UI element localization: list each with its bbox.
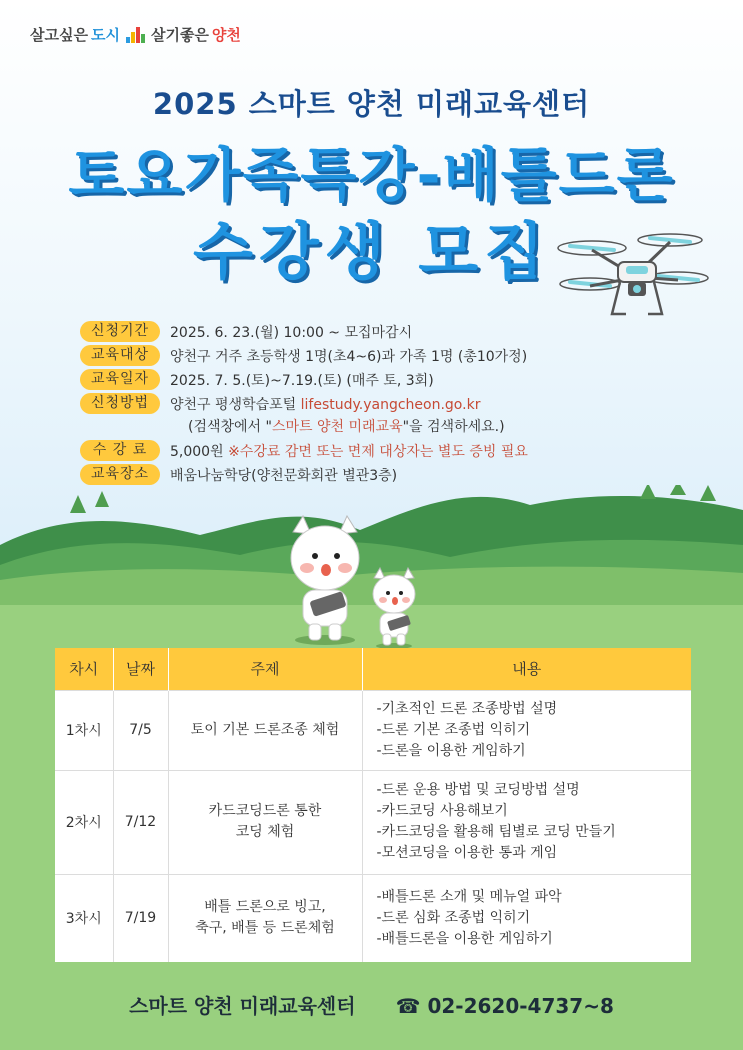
footer-org: 스마트 양천 미래교육센터: [129, 994, 356, 1018]
topic-line: 축구, 배틀 등 드론체험: [195, 920, 335, 937]
content-line: -모션코딩을 이용한 통과 게임: [376, 845, 558, 861]
slogan-part2: 도시: [90, 26, 120, 44]
portal-link[interactable]: lifestudy.yangcheon.go.kr: [300, 396, 481, 413]
info-row-target: [80, 344, 528, 367]
label-pill: 수 강 료: [80, 440, 160, 461]
schedule-table: [55, 648, 691, 962]
content-line: -드론을 이용한 게임하기: [376, 742, 526, 759]
date-cell: 7/12: [113, 770, 168, 874]
content-line: -드론 운용 방법 및 코딩방법 설명: [376, 782, 580, 798]
info-value: 양천구 거주 초등학생 1명(초4~6)과 가족 1명 (총10가정): [170, 348, 528, 365]
header-content: 내용: [362, 648, 691, 690]
content-line: -드론 심화 조종법 익히기: [376, 909, 531, 926]
session-cell: 2차시: [55, 770, 113, 874]
content-line: -배틀드론을 이용한 게임하기: [376, 930, 553, 947]
info-row-period: [80, 320, 528, 343]
session-cell: 1차시: [55, 690, 113, 770]
topic-line: 토이 기본 드론조종 체험: [190, 721, 340, 738]
topic-line: 배틀 드론으로 빙고,: [204, 899, 326, 916]
slogan-part4: 양천: [211, 26, 241, 44]
content-line: -기초적인 드론 조종방법 설명: [376, 700, 558, 717]
topic-line: 코딩 체험: [235, 824, 295, 840]
method-note-pre: (검색창에서 ": [188, 419, 272, 435]
table-row: [55, 770, 691, 874]
topic-cell: [168, 690, 362, 770]
info-row-place: [80, 463, 528, 486]
label-pill: 교육장소: [80, 464, 160, 485]
content-line: -드론 기본 조종법 익히기: [376, 721, 531, 738]
footer-contact: [0, 990, 743, 1019]
info-value: [170, 441, 528, 461]
topic-line: 카드코딩드론 통한: [208, 803, 322, 819]
fee-note: ※수강료 감면 또는 면제 대상자는 별도 증빙 필요: [228, 443, 528, 460]
content-cell: [362, 874, 691, 962]
info-row-fee: [80, 439, 528, 462]
content-cell: [362, 690, 691, 770]
recruit-title: 수강생 모집: [192, 215, 551, 288]
session-cell: 3차시: [55, 874, 113, 962]
label-pill: 교육일자: [80, 369, 160, 390]
slogan-part3: 살기좋은: [150, 26, 209, 44]
city-slogan-logo: [30, 24, 241, 45]
date-cell: 7/19: [113, 874, 168, 962]
label-pill: 신청기간: [80, 321, 160, 342]
info-section: [80, 320, 528, 487]
table-header-row: [55, 648, 691, 690]
content-line: -배틀드론 소개 및 메뉴얼 파악: [376, 888, 562, 905]
header-date: 날짜: [113, 648, 168, 690]
fee-text: 5,000원: [170, 443, 229, 460]
info-value: 2025. 7. 5.(토)~7.19.(토) (매주 토, 3회): [170, 372, 434, 389]
table-row: [55, 874, 691, 962]
table-row: [55, 690, 691, 770]
label-pill: 교육대상: [80, 345, 160, 366]
info-value: [170, 394, 480, 414]
bars-logo-icon: [126, 27, 145, 43]
header-topic: 주제: [168, 648, 362, 690]
program-title: 토요가족특강-배틀드론: [68, 141, 675, 209]
info-row-method: [80, 392, 528, 415]
slogan-part1: 살고싶은: [30, 26, 88, 44]
mascot-large-icon: [275, 512, 375, 647]
content-cell: [362, 770, 691, 874]
mascot-small-icon: [364, 566, 424, 650]
method-text: 양천구 평생학습포털: [170, 396, 301, 413]
date-cell: 7/5: [113, 690, 168, 770]
method-note: [80, 416, 528, 439]
label-pill: 신청방법: [80, 393, 160, 414]
method-note-post: "을 검색하세요.): [402, 419, 505, 435]
topic-cell: [168, 874, 362, 962]
topic-cell: [168, 770, 362, 874]
header-session: 차시: [55, 648, 113, 690]
info-value: 배움나눔학당(양천문화회관 별관3층): [170, 467, 398, 484]
search-keyword: 스마트 양천 미래교육: [271, 419, 403, 435]
footer-phone[interactable]: ☎ 02-2620-4737~8: [395, 994, 614, 1018]
info-value: 2025. 6. 23.(월) 10:00 ~ 모집마감시: [170, 324, 413, 341]
center-title: 2025 스마트 양천 미래교육센터: [152, 87, 591, 121]
content-line: -카드코딩 사용해보기: [376, 803, 508, 819]
info-row-dates: [80, 368, 528, 391]
drone-illustration-icon: [550, 222, 725, 332]
content-line: -카드코딩을 활용해 팀별로 코딩 만들기: [376, 824, 616, 840]
